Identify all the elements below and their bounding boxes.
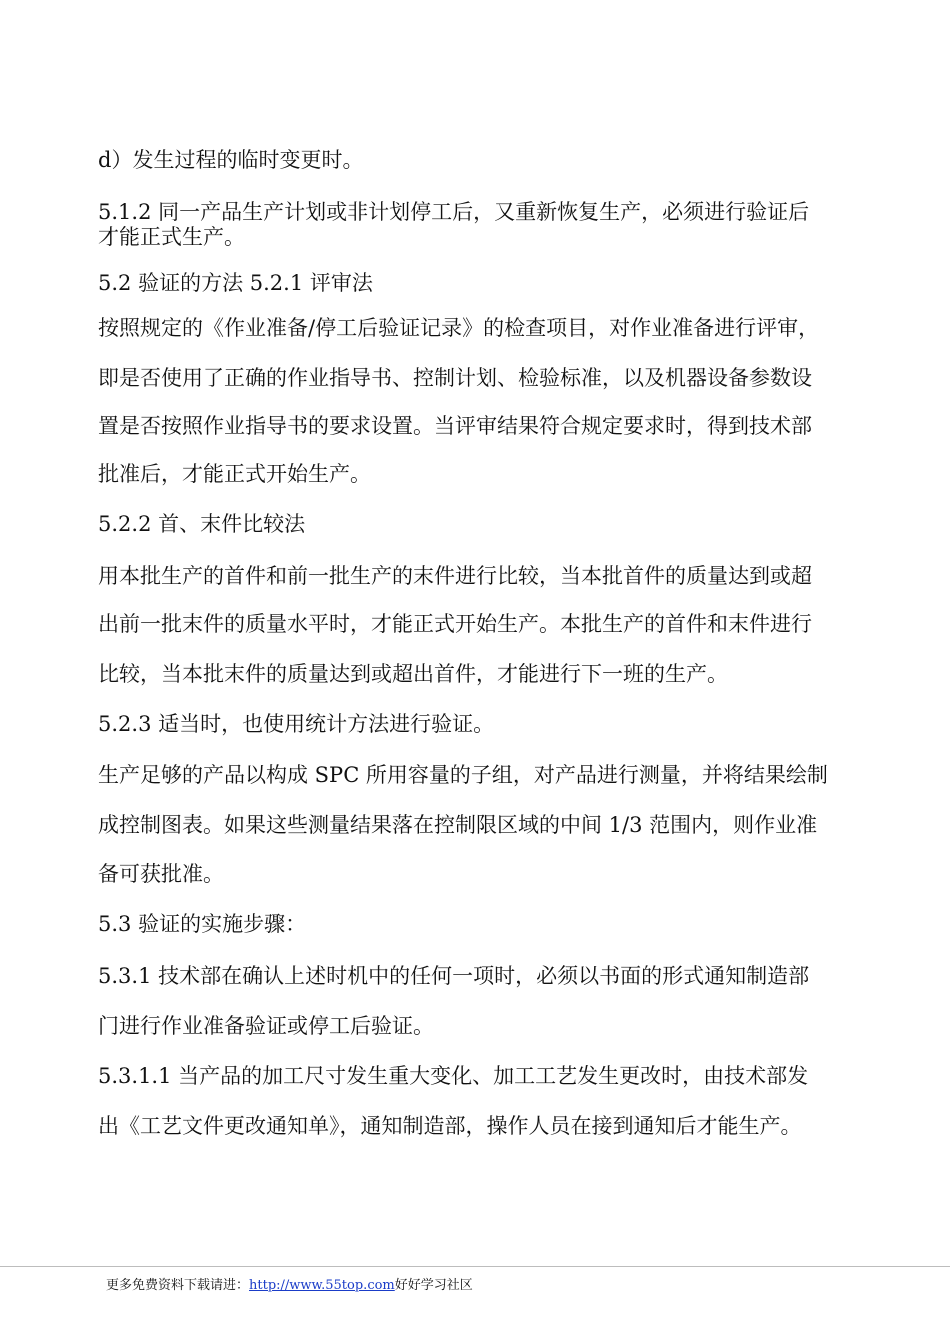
paragraph-line: 出前一批末件的质量水平时，才能正式开始生产。本批生产的首件和末件进行 [98, 612, 812, 636]
paragraph-line: 门进行作业准备验证或停工后验证。 [98, 1014, 434, 1038]
paragraph-line: 5.3.1 技术部在确认上述时机中的任何一项时，必须以书面的形式通知制造部 [98, 964, 810, 988]
footer-link[interactable]: http://www.55top.com [249, 1278, 395, 1293]
section-heading: 5.2 验证的方法 5.2.1 评审法 [98, 271, 373, 295]
paragraph-line: 出《工艺文件更改通知单》，通知制造部，操作人员在接到通知后才能生产。 [98, 1114, 802, 1138]
paragraph-line: 按照规定的《作业准备/停工后验证记录》的检查项目，对作业准备进行评审， [98, 316, 820, 340]
footer-prefix: 更多免费资料下载请进： [106, 1278, 250, 1293]
paragraph-line: 比较，当本批末件的质量达到或超出首件，才能进行下一班的生产。 [98, 662, 728, 686]
paragraph-line: 即是否使用了正确的作业指导书、控制计划、检验标准，以及机器设备参数设 [98, 366, 812, 390]
footer-divider [0, 1266, 950, 1267]
paragraph-line: 生产足够的产品以构成 SPC 所用容量的子组，对产品进行测量，并将结果绘制 [98, 763, 828, 787]
section-heading: 5.2.2 首、末件比较法 [98, 512, 306, 536]
section-heading: 5.2.3 适当时，也使用统计方法进行验证。 [98, 712, 495, 736]
paragraph-line: 用本批生产的首件和前一批生产的末件进行比较，当本批首件的质量达到或超 [98, 564, 812, 588]
paragraph-line: 才能正式生产。 [98, 225, 245, 249]
paragraph-line: 备可获批准。 [98, 862, 224, 886]
page-footer [106, 1278, 473, 1294]
paragraph-line: 批准后，才能正式开始生产。 [98, 462, 371, 486]
section-heading: 5.3 验证的实施步骤： [98, 912, 307, 936]
footer-suffix: 好好学习社区 [394, 1278, 473, 1293]
paragraph-line: 5.1.2 同一产品生产计划或非计划停工后，又重新恢复生产，必须进行验证后 [98, 200, 810, 224]
paragraph-line: 置是否按照作业指导书的要求设置。当评审结果符合规定要求时，得到技术部 [98, 414, 812, 438]
paragraph-line: 成控制图表。如果这些测量结果落在控制限区域的中间 1/3 范围内，则作业准 [98, 813, 818, 837]
paragraph-line: 5.3.1.1 当产品的加工尺寸发生重大变化、加工工艺发生更改时，由技术部发 [98, 1064, 809, 1088]
paragraph-line: d）发生过程的临时变更时。 [98, 148, 364, 172]
